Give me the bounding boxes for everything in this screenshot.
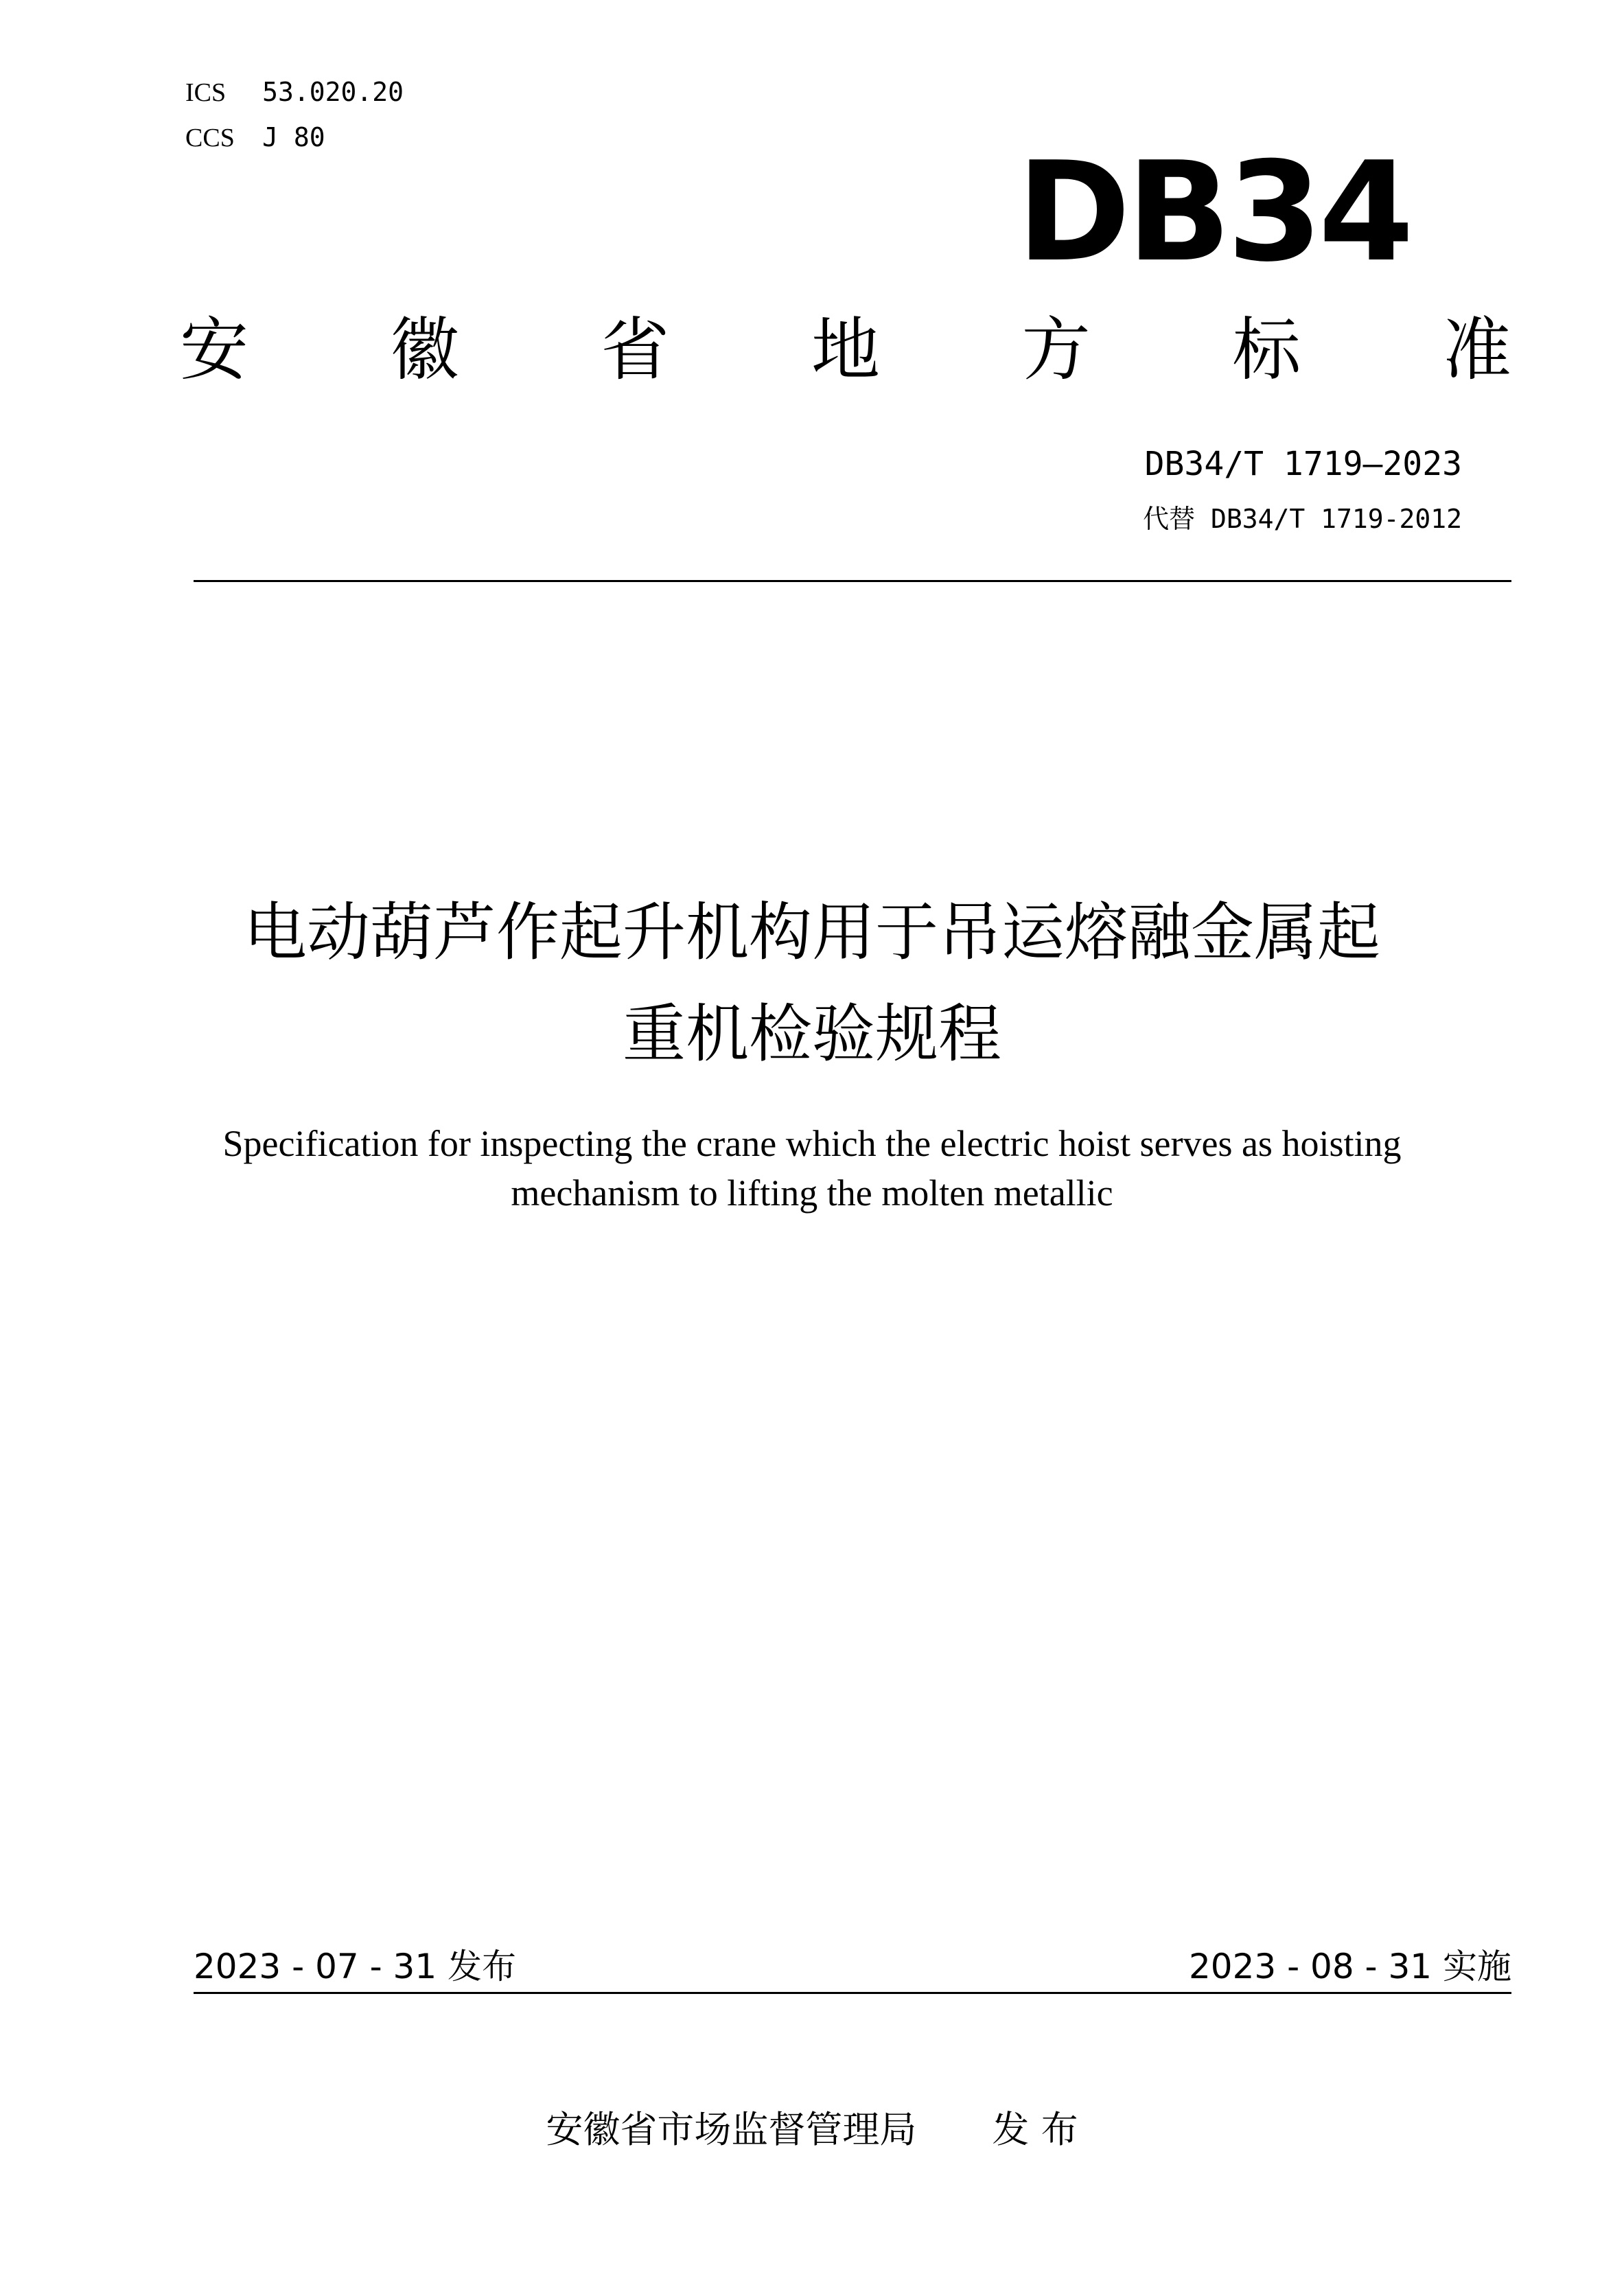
publisher [0, 2100, 1624, 2153]
ics-label: ICS [185, 78, 227, 107]
ccs-code [185, 122, 325, 153]
ccs-value: J 80 [262, 122, 325, 152]
footer-divider [194, 1992, 1511, 1994]
replaced-standard: 代替 DB34/T 1719-2012 [1143, 504, 1462, 534]
provincial-title-char: 省 [601, 310, 670, 390]
ics-code [185, 77, 404, 108]
header-divider [194, 580, 1511, 582]
chinese-title [126, 882, 1498, 1085]
db34-logo: DB34 [1017, 132, 1410, 292]
issue-date: 2023 - 07 - 31 发布 [194, 1947, 517, 1986]
provincial-standard-title [180, 312, 1511, 388]
ics-value: 53.020.20 [262, 77, 404, 107]
provincial-title-char: 标 [1232, 310, 1301, 390]
standard-number: DB34/T 1719—2023 [1144, 445, 1462, 483]
provincial-title-char: 徽 [390, 310, 459, 390]
english-title-line: Specification for inspecting the crane which the electric hoist serves as hoisting [222, 1123, 1402, 1164]
english-title-line: mechanism to lifting the molten metallic [511, 1172, 1113, 1214]
chinese-title-line: 重机检验规程 [622, 997, 1001, 1071]
publisher-action: 发 布 [992, 2108, 1078, 2151]
provincial-title-char: 地 [811, 310, 880, 390]
implementation-date: 2023 - 08 - 31 实施 [1188, 1947, 1511, 1986]
provincial-title-char: 准 [1442, 310, 1511, 390]
provincial-title-char: 方 [1021, 310, 1091, 390]
ccs-label: CCS [185, 124, 235, 152]
publisher-name: 安徽省市场监督管理局 [546, 2108, 917, 2151]
english-title [126, 1119, 1498, 1218]
chinese-title-line: 电动葫芦作起升机构用于吊运熔融金属起 [243, 896, 1380, 969]
provincial-title-char: 安 [180, 310, 248, 390]
